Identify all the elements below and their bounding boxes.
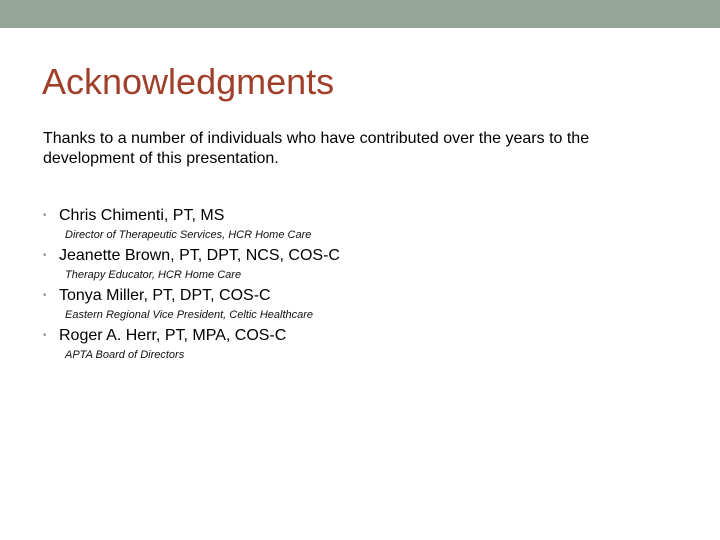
person-name: Jeanette Brown, PT, DPT, NCS, COS-C (59, 247, 340, 264)
person-role: Eastern Regional Vice President, Celtic Healthcare (65, 309, 314, 321)
person-name: Chris Chimenti, PT, MS (59, 207, 225, 224)
list-item (43, 286, 683, 326)
person-name: Roger A. Herr, PT, MPA, COS-C (59, 327, 287, 344)
bullet-icon: • (43, 330, 47, 341)
person-entry (43, 286, 683, 306)
person-role: Therapy Educator, HCR Home Care (65, 269, 242, 281)
person-entry (43, 206, 683, 226)
list-item (43, 246, 683, 286)
person-role: Director of Therapeutic Services, HCR Home Care (65, 229, 312, 241)
person-entry (43, 246, 683, 266)
list-item (43, 326, 683, 366)
slide-title: Acknowledgments (42, 61, 335, 102)
acknowledgment-list (43, 206, 683, 366)
list-item (43, 206, 683, 246)
bullet-icon: • (43, 210, 47, 221)
person-entry (43, 326, 683, 346)
bullet-icon: • (43, 290, 47, 301)
top-band (0, 0, 720, 28)
intro-text: Thanks to a number of individuals who have contributed over the years to the development of this presentation. (43, 130, 590, 167)
person-name: Tonya Miller, PT, DPT, COS-C (59, 287, 271, 304)
bullet-icon: • (43, 250, 47, 261)
person-role: APTA Board of Directors (65, 349, 185, 361)
